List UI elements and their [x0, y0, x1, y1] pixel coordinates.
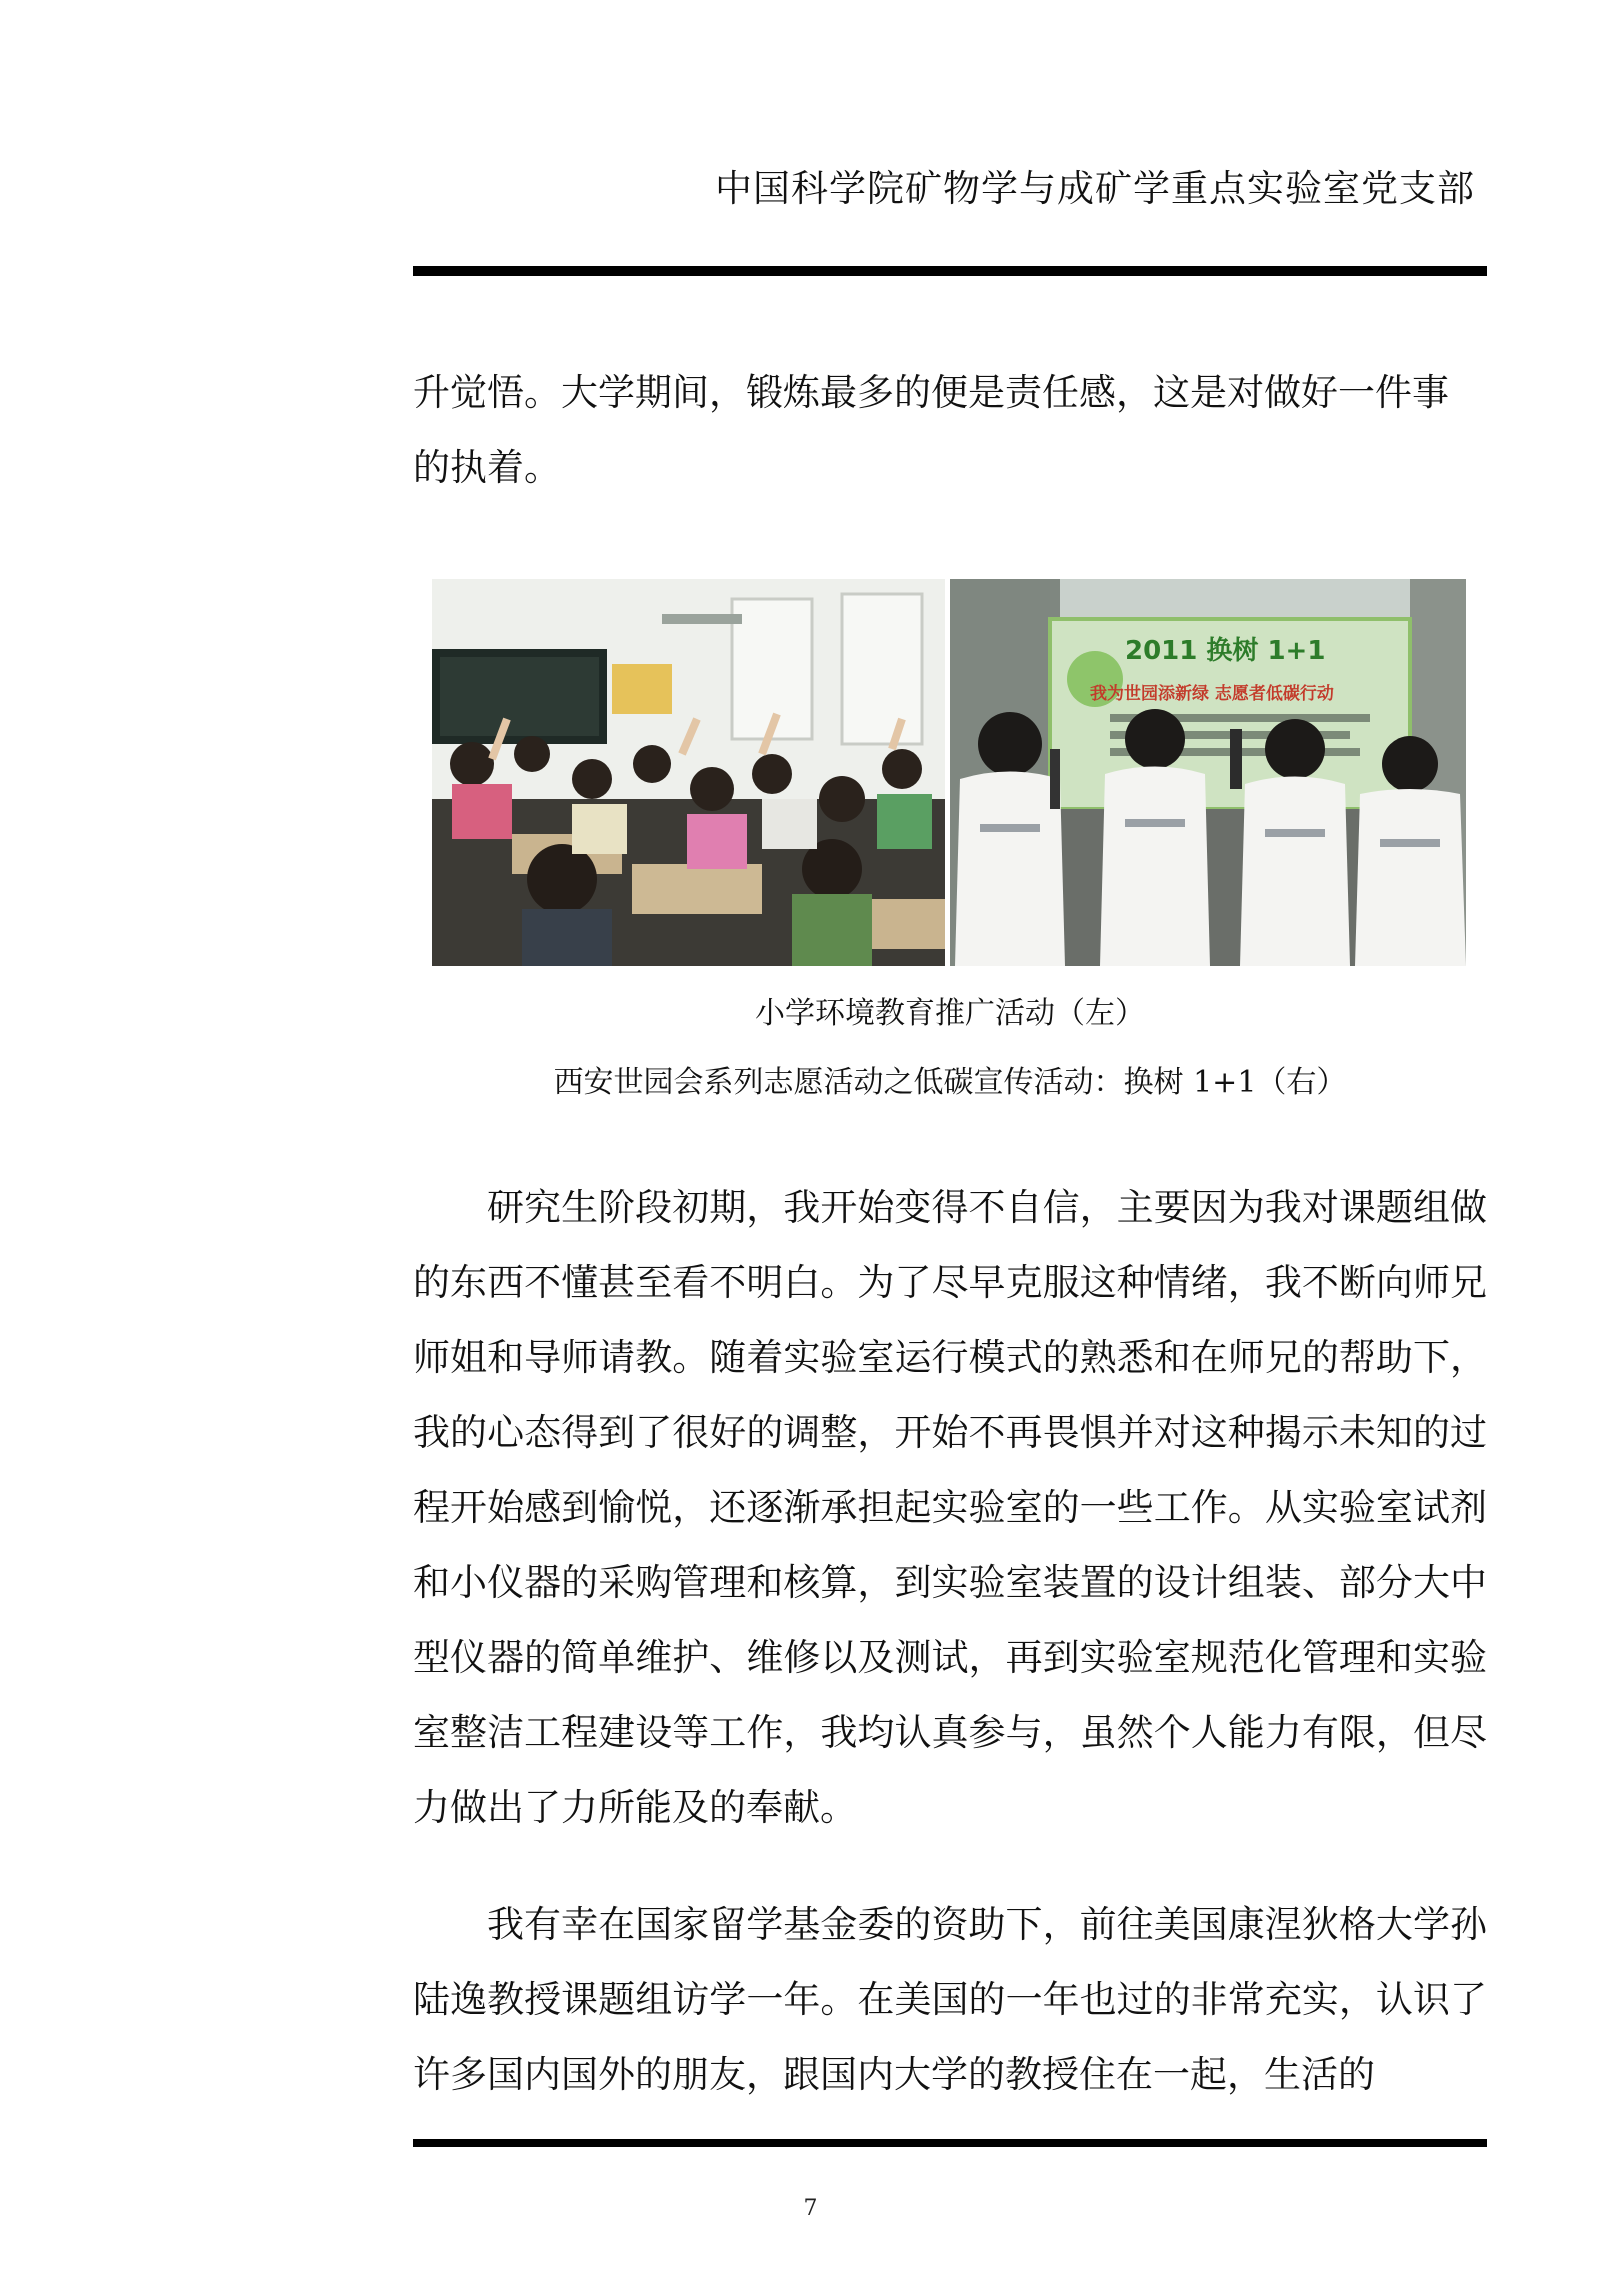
- figure-caption-left: 小学环境教育推广活动（左）: [755, 996, 1145, 1031]
- study-abroad-paragraph-text: 我有幸在国家留学基金委的资助下，前往美国康涅狄格大学孙陆逸教授课题组访学一年。在美国的一年也过的非常充实，认识了许多国内国外的朋友，跟国内大学的教授住在一起，生活的: [413, 1903, 1487, 2096]
- page-number: 7: [803, 2196, 818, 2221]
- banner-title: 2011 换树 1+1: [1125, 636, 1326, 666]
- footer-divider: [413, 2139, 1487, 2147]
- photo-figure: [432, 579, 1466, 966]
- header-divider: [413, 266, 1487, 276]
- volunteer-event-photo: [950, 579, 1466, 966]
- document-header-title: 中国科学院矿物学与成矿学重点实验室党支部: [715, 167, 1475, 210]
- study-abroad-paragraph: [413, 1887, 1487, 2112]
- classroom-photo: [432, 579, 945, 966]
- research-paragraph-text: 研究生阶段初期，我开始变得不自信，主要因为我对课题组做的东西不懂甚至看不明白。为了尽早克服这种情绪，我不断向师兄师姐和导师请教。随着实验室运行模式的熟悉和在师兄的帮助下，我的心态得到了很好的调整，开始不再畏惧并对这种揭示未知的过程开始感到愉悦，还逐渐承担起实验室的一些工作。从实验室试剂和小仪器的采购管理和核算，到实验室装置的设计组装、部分大中型仪器的简单维护、维修以及测试，再到实验室规范化管理和实验室整洁工程建设等工作，我均认真参与，虽然个人能力有限，但尽力做出了力所能及的奉献。: [413, 1186, 1487, 1829]
- banner-slogan: 我为世园添新绿 志愿者低碳行动: [1090, 684, 1334, 704]
- classroom-photo-illustration: [432, 579, 945, 966]
- continued-line-2: 的执着。: [413, 446, 561, 489]
- continued-paragraph: [413, 355, 1487, 505]
- research-paragraph: [413, 1170, 1487, 1845]
- continued-line-1: 升觉悟。大学期间，锻炼最多的便是责任感，这是对做好一件事: [413, 371, 1449, 414]
- figure-caption-right: 西安世园会系列志愿活动之低碳宣传活动：换树 1+1（右）: [553, 1065, 1347, 1100]
- volunteer-event-illustration: [950, 579, 1466, 966]
